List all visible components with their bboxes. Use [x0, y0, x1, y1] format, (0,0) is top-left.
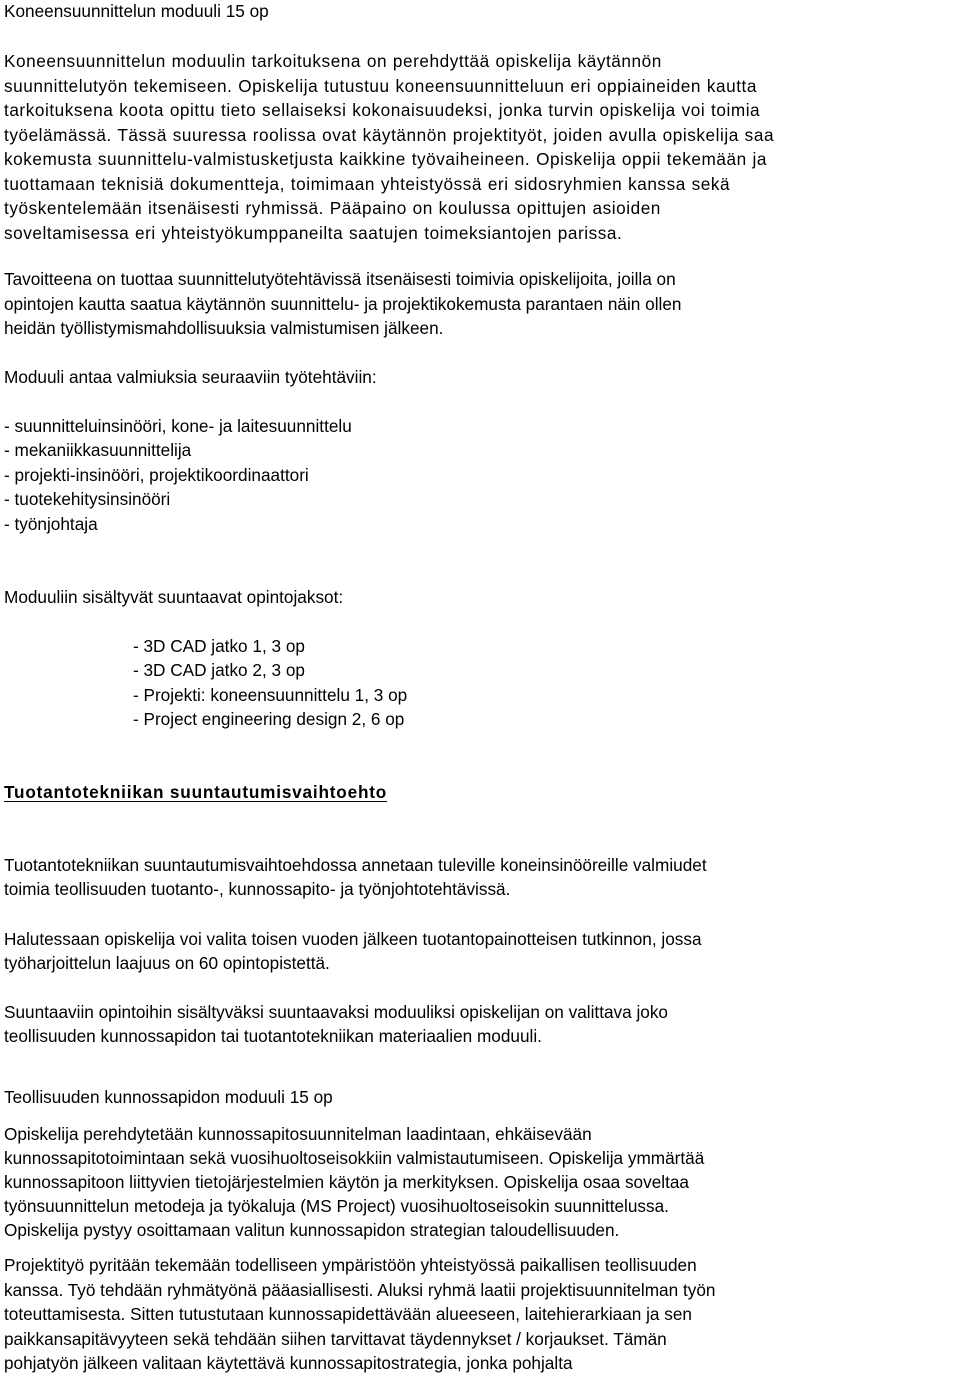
paragraph-line: pohjatyön jälkeen valitaan käytettävä kunnossapitostrategia, jonka pohjalta [4, 1353, 573, 1373]
list-item: - mekaniikkasuunnittelija [4, 440, 192, 460]
paragraph-line: Koneensuunnittelun moduulin tarkoituksena on perehdyttää opiskelija käytännön [4, 51, 662, 71]
list-item: - suunnitteluinsinööri, kone- ja laitesuunnittelu [4, 416, 352, 436]
paragraph-line: teollisuuden kunnossapidon tai tuotantotekniikan materiaalien moduuli. [4, 1026, 542, 1046]
paragraph-line: Tavoitteena on tuottaa suunnittelutyötehtävissä itsenäisesti toimivia opiskelijoita, joilla on [4, 269, 676, 289]
list-item: - Projekti: koneensuunnittelu 1, 3 op [133, 685, 408, 705]
paragraph-line: työnsuunnittelun metodeja ja työkaluja (MS Project) vuosihuoltoseisokin suunnittelussa. [4, 1196, 669, 1216]
paragraph-line: kunnossapitoon liittyvien tietojärjestelmien käytön ja merkityksen. Opiskelija osaa soveltaa [4, 1172, 689, 1192]
paragraph-line: työskentelemään itsenäisesti ryhmissä. Pääpaino on koulussa opittujen asioiden [4, 198, 661, 218]
paragraph-line: Projektityö pyritään tekemään todelliseen ympäristöön yhteistyössä paikallisen teollisuuden [4, 1255, 697, 1275]
paragraph-line: työelämässä. Tässä suuressa roolissa ovat käytännön projektityöt, joiden avulla opiskelija saa [4, 125, 775, 145]
section-heading: Moduuli antaa valmiuksia seuraaviin työtehtäviin: [4, 367, 377, 387]
paragraph-line: kanssa. Työ tehdään ryhmätyönä pääasiallisesti. Aluksi ryhmä laatii projektisuunnitelman työn [4, 1280, 716, 1300]
module-title: Teollisuuden kunnossapidon moduuli 15 op [4, 1087, 333, 1107]
paragraph-line: tuottamaan teknisiä dokumentteja, toimimaan yhteistyössä eri sidosryhmien kanssa sekä [4, 174, 731, 194]
paragraph-line: suunnittelutyön tekemiseen. Opiskelija tutustuu koneensuunnitteluun eri oppiaineiden kautta [4, 76, 757, 96]
module-title: Koneensuunnittelun moduuli 15 op [4, 1, 269, 21]
list-item: - 3D CAD jatko 2, 3 op [133, 660, 305, 680]
section-heading: Moduuliin sisältyvät suuntaavat opintojaksot: [4, 587, 344, 607]
paragraph-line: opintojen kautta saatua käytännön suunnittelu- ja projektikokemusta parantaen näin ollen [4, 294, 682, 314]
list-item: - Project engineering design 2, 6 op [133, 709, 405, 729]
paragraph-line: tarkoituksena koota opittu tieto sellaiseksi kokonaisuudeksi, jonka turvin opiskelija voi toimia [4, 100, 761, 120]
paragraph-line: Opiskelija perehdytetään kunnossapitosuunnitelman laadintaan, ehkäisevään [4, 1124, 592, 1144]
option-heading: Tuotantotekniikan suuntautumisvaihtoehto [4, 782, 388, 802]
paragraph-line: Halutessaan opiskelija voi valita toisen vuoden jälkeen tuotantopainotteisen tutkinnon, jossa [4, 929, 702, 949]
paragraph-line: kokemusta suunnittelu-valmistusketjusta kaikkine työvaiheineen. Opiskelija oppii tekemään ja [4, 149, 767, 169]
paragraph-line: paikkansapitävyyteen sekä tehdään siihen tarvittavat täydennykset / korjaukset. Tämän [4, 1329, 667, 1349]
paragraph-line: toteuttamisesta. Sitten tutustutaan kunnossapidettävään alueeseen, laitehierarkiaan ja sen [4, 1304, 692, 1324]
paragraph-line: heidän työllistymismahdollisuuksia valmistumisen jälkeen. [4, 318, 444, 338]
paragraph-line: Tuotantotekniikan suuntautumisvaihtoehdossa annetaan tuleville koneinsinööreille valmiudet [4, 855, 707, 875]
paragraph-line: soveltamisessa eri yhteistyökumppaneilta saatujen toimeksiantojen parissa. [4, 223, 623, 243]
paragraph-line: kunnossapitotoimintaan sekä vuosihuoltoseisokkiin valmistautumiseen. Opiskelija ymmärtää [4, 1148, 705, 1168]
paragraph-line: Suuntaaviin opintoihin sisältyväksi suuntaavaksi moduuliksi opiskelijan on valittava joko [4, 1002, 668, 1022]
paragraph-line: toimia teollisuuden tuotanto-, kunnossapito- ja työnjohtotehtävissä. [4, 879, 511, 899]
list-item: - projekti-insinööri, projektikoordinaattori [4, 465, 309, 485]
list-item: - 3D CAD jatko 1, 3 op [133, 636, 305, 656]
list-item: - tuotekehitysinsinööri [4, 489, 171, 509]
list-item: - työnjohtaja [4, 514, 98, 534]
paragraph-line: työharjoittelun laajuus on 60 opintopistettä. [4, 953, 330, 973]
paragraph-line: Opiskelija pystyy osoittamaan valitun kunnossapidon strategian taloudellisuuden. [4, 1220, 620, 1240]
